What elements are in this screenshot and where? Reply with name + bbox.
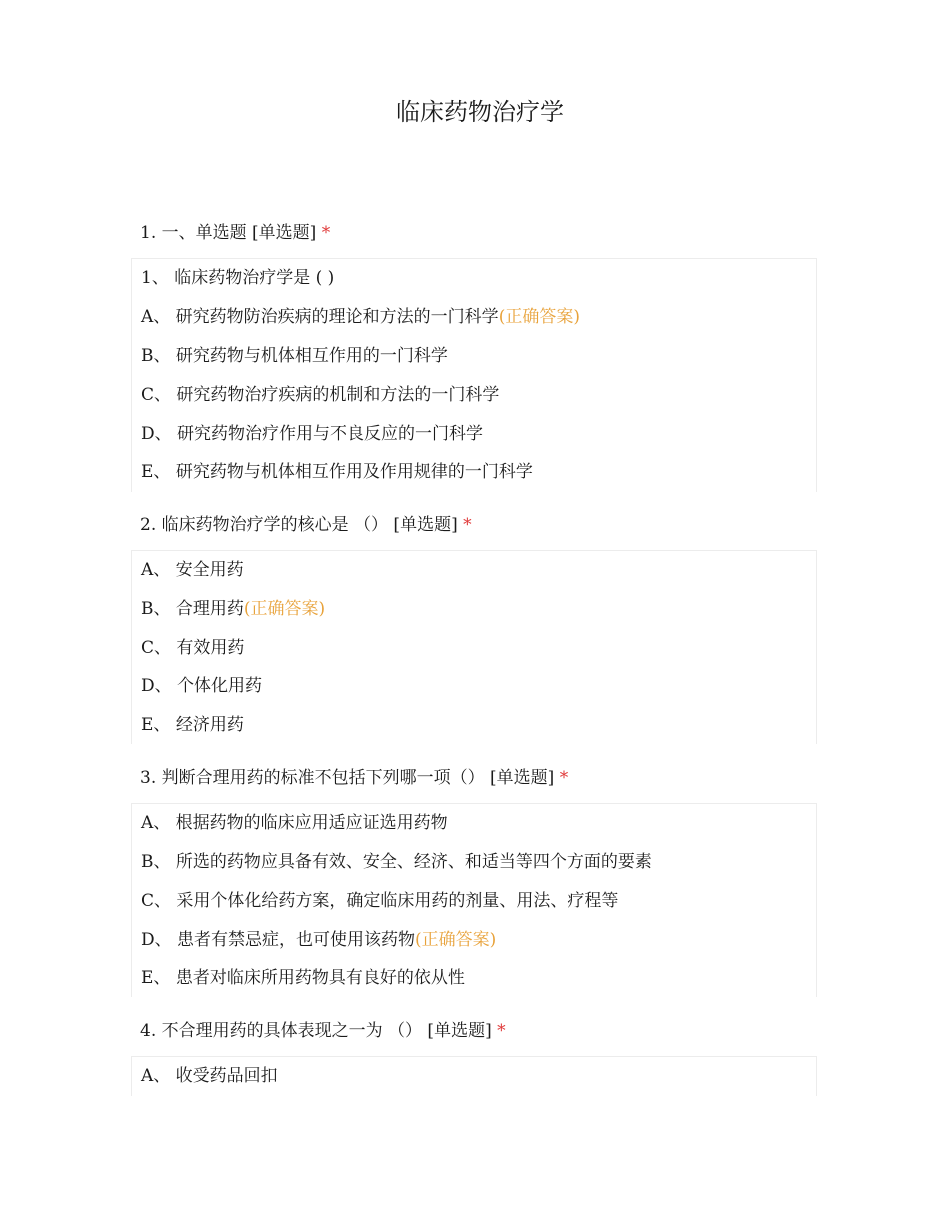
question-title-2: 2. 临床药物治疗学的核心是 （） [单选题] [140,515,464,535]
option-text: A、 研究药物防治疾病的理论和方法的一门科学 [141,307,499,327]
required-star: * [559,768,569,788]
required-star: * [463,515,472,535]
option-1-a[interactable] [141,305,580,329]
question-title-3: 3. 判断合理用药的标准不包括下列哪一项（） [单选题] [140,768,560,788]
option-2-a[interactable]: A、 安全用药 [141,560,244,580]
option-3-c[interactable]: C、 采用个体化给药方案，确定临床用药的剂量、用法、疗程等 [141,891,619,911]
question-header-2 [140,513,472,537]
question-header-3 [140,766,568,790]
option-3-d[interactable] [141,928,496,952]
page-title: 临床药物治疗学 [396,98,564,126]
option-text: D、 患者有禁忌症，也可使用该药物 [141,930,416,950]
option-3-e[interactable]: E、 患者对临床所用药物具有良好的依从性 [141,968,465,988]
question-header-1 [140,221,330,245]
option-2-e[interactable]: E、 经济用药 [141,715,244,735]
option-1-c[interactable]: C、 研究药物治疗疾病的机制和方法的一门科学 [141,385,500,405]
option-2-c[interactable]: C、 有效用药 [141,638,245,658]
option-1-e[interactable]: E、 研究药物与机体相互作用及作用规律的一门科学 [141,462,533,482]
required-star: * [497,1021,506,1041]
correct-answer-tag: (正确答案) [415,930,497,950]
options-box-3 [131,803,817,997]
option-2-b[interactable] [141,597,325,621]
question-stem-1: 1、 临床药物治疗学是 ( ) [141,268,335,288]
option-4-a[interactable]: A、 收受药品回扣 [141,1066,278,1086]
option-1-d[interactable]: D、 研究药物治疗作用与不良反应的一门科学 [141,424,484,444]
question-header-4 [140,1019,506,1043]
option-text: B、 合理用药 [141,599,244,619]
option-3-a[interactable]: A、 根据药物的临床应用适应证选用药物 [141,813,448,833]
options-box-1 [131,258,817,492]
correct-answer-tag: (正确答案) [243,599,326,619]
options-box-2 [131,550,817,744]
required-star: * [321,223,331,243]
options-box-4 [131,1056,817,1096]
correct-answer-tag: (正确答案) [498,307,580,327]
option-2-d[interactable]: D、 个体化用药 [141,676,263,696]
option-1-b[interactable]: B、 研究药物与机体相互作用的一门科学 [141,346,448,366]
question-title-1: 1. 一、单选题 [单选题] [140,223,322,243]
question-title-4: 4. 不合理用药的具体表现之一为 （） [单选题] [140,1021,498,1041]
option-3-b[interactable]: B、 所选的药物应具备有效、安全、经济、和适当等四个方面的要素 [141,852,652,872]
